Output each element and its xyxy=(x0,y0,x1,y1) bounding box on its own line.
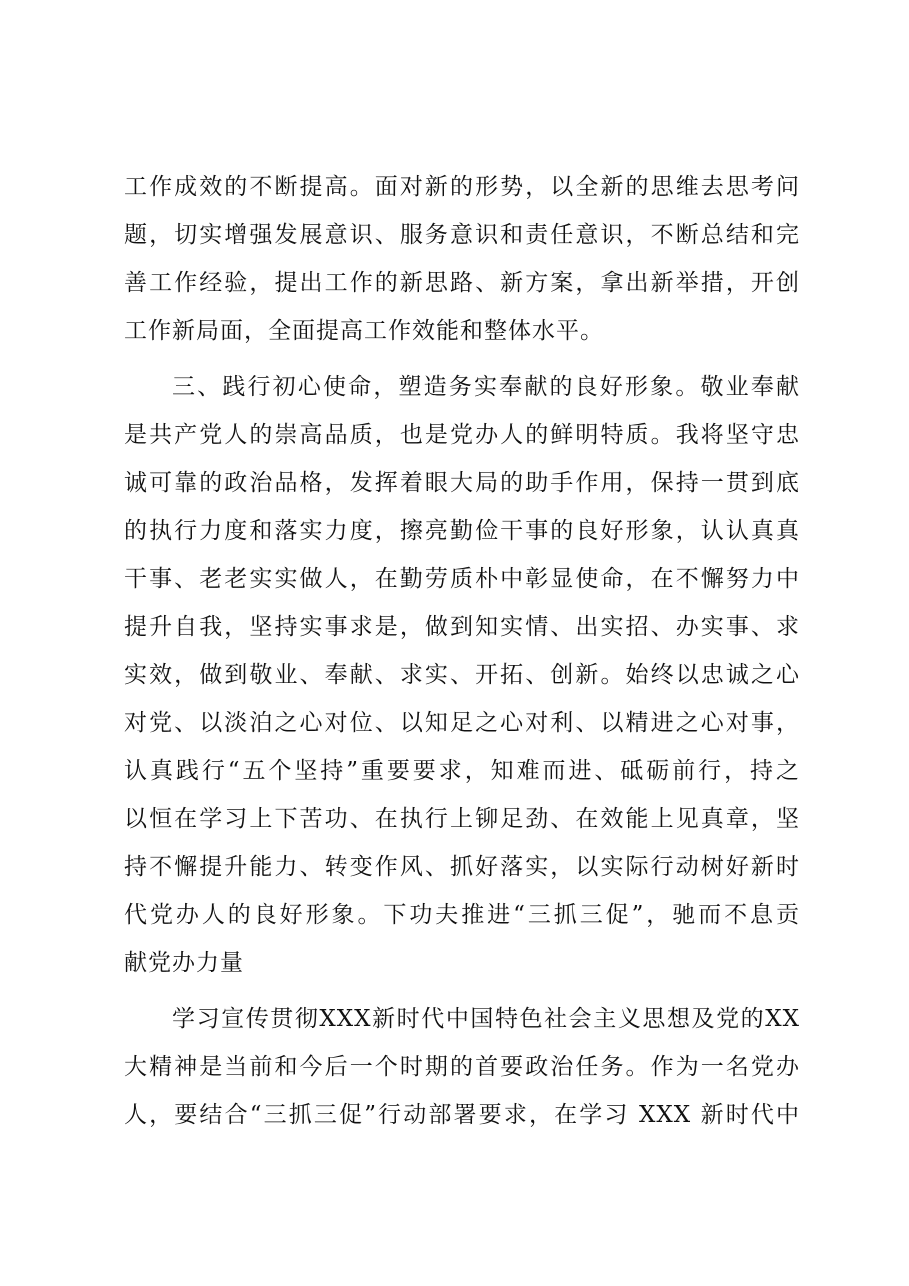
text-line: 诚可靠的政治品格，发挥着眼大局的助手作用，保持一贯到底 xyxy=(124,470,800,496)
text-line: 三、践行初心使命，塑造务实奉献的良好形象。敬业奉献 xyxy=(172,374,800,400)
text-line: 以恒在学习上下苦功、在执行上铆足劲、在效能上见真章，坚 xyxy=(124,806,800,832)
paragraph-3 xyxy=(124,995,800,1139)
text-line: 对党、以淡泊之心对位、以知足之心对利、以精进之心对事， xyxy=(124,710,800,736)
text-line: 干事、老老实实做人，在勤劳质朴中彰显使命，在不懈努力中 xyxy=(124,566,800,592)
text-line: 大精神是当前和今后一个时期的首要政治任务。作为一名党办 xyxy=(124,1054,800,1080)
text-line: 认真践行“五个坚持”重要要求，知难而进、砥砺前行，持之 xyxy=(124,758,800,784)
text-line: 实效，做到敬业、奉献、求实、开拓、创新。始终以忠诚之心 xyxy=(124,662,800,688)
document-body xyxy=(124,163,800,1139)
text-line: 工作新局面，全面提高工作效能和整体水平。 xyxy=(124,318,604,344)
text-line: 献党办力量 xyxy=(124,950,244,976)
paragraph-1 xyxy=(124,163,800,355)
text-line: 持不懈提升能力、转变作风、抓好落实，以实际行动树好新时 xyxy=(124,854,800,880)
text-line: 善工作经验，提出工作的新思路、新方案，拿出新举措，开创 xyxy=(124,270,800,296)
text-line: 代党办人的良好形象。下功夫推进“三抓三促”，驰而不息贡 xyxy=(124,902,800,928)
text-line: 人，要结合“三抓三促”行动部署要求，在学习 XXX 新时代中 xyxy=(124,1102,800,1128)
text-line: 题，切实增强发展意识、服务意识和责任意识，不断总结和完 xyxy=(124,222,800,248)
text-line: 的执行力度和落实力度，擦亮勤俭干事的良好形象，认认真真 xyxy=(124,518,800,544)
text-line: 提升自我，坚持实事求是，做到知实情、出实招、办实事、求 xyxy=(124,614,800,640)
text-line: 工作成效的不断提高。面对新的形势，以全新的思维去思考问 xyxy=(124,174,800,200)
text-line: 学习宣传贯彻XXX新时代中国特色社会主义思想及党的XX xyxy=(172,1006,800,1032)
paragraph-2 xyxy=(124,363,800,987)
text-line: 是共产党人的崇高品质，也是党办人的鲜明特质。我将坚守忠 xyxy=(124,422,800,448)
